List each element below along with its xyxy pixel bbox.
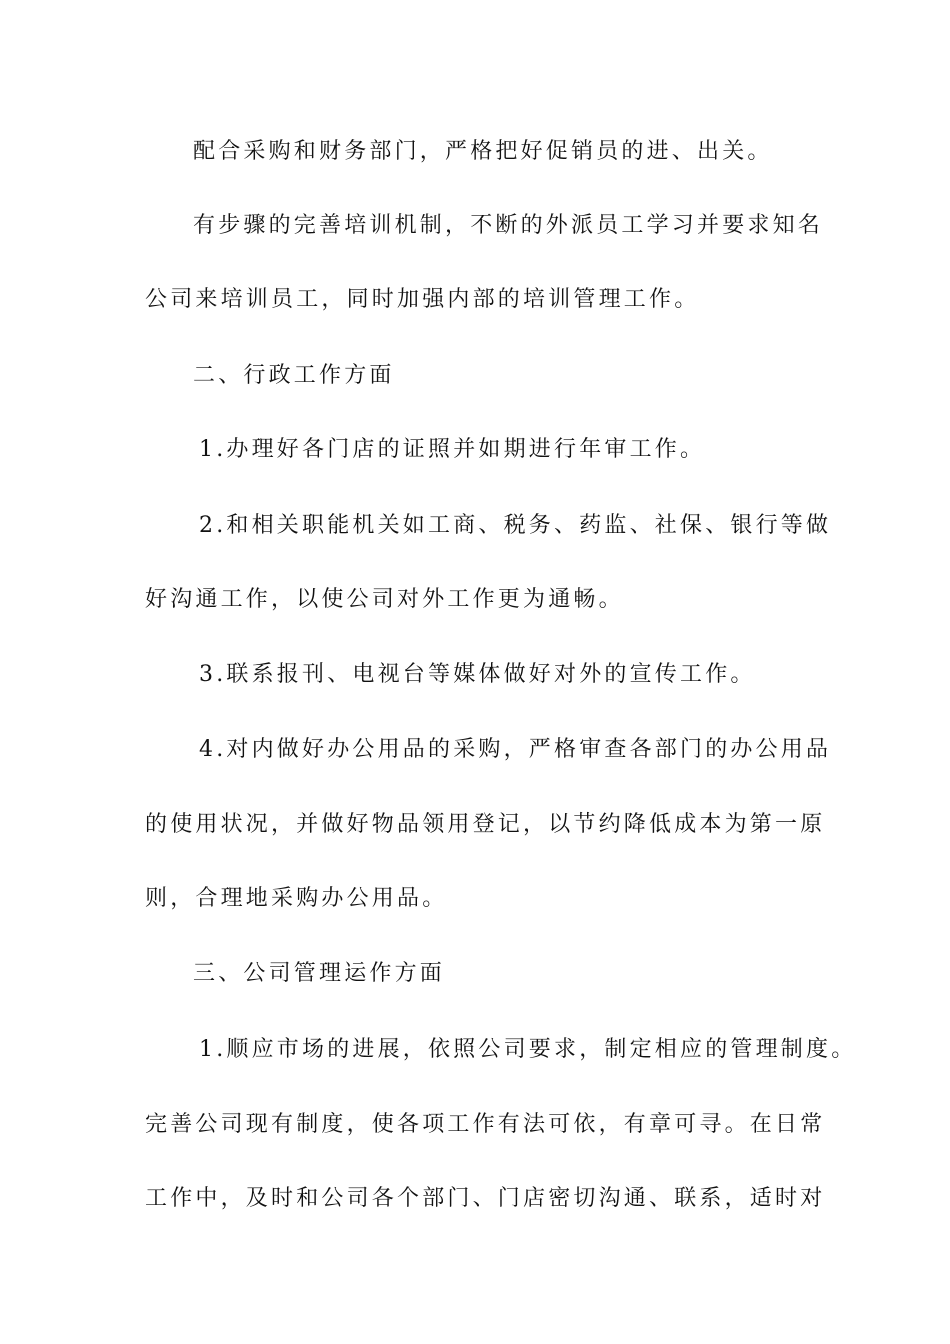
section-heading: 二、行政工作方面 <box>193 363 395 388</box>
list-item: 3.联系报刊、电视台等媒体做好对外的宣传工作。 <box>199 662 756 687</box>
section-heading: 三、公司管理运作方面 <box>193 961 446 986</box>
paragraph-line: 的使用状况，并做好物品领用登记，以节约降低成本为第一原 <box>145 812 826 837</box>
paragraph-line: 好沟通工作，以使公司对外工作更为通畅。 <box>145 587 624 612</box>
list-item: 1.办理好各门店的证照并如期进行年审工作。 <box>199 437 706 462</box>
paragraph-line: 工作中，及时和公司各个部门、门店密切沟通、联系，适时对 <box>145 1186 826 1211</box>
paragraph-line: 则，合理地采购办公用品。 <box>145 886 448 911</box>
paragraph-line: 有步骤的完善培训机制，不断的外派员工学习并要求知名 <box>193 213 824 238</box>
paragraph-line: 完善公司现有制度，使各项工作有法可依，有章可寻。在日常 <box>145 1112 826 1137</box>
paragraph-line: 公司来培训员工，同时加强内部的培训管理工作。 <box>145 287 700 312</box>
list-item: 1.顺应市场的进展，依照公司要求，制定相应的管理制度。 <box>199 1037 857 1062</box>
paragraph-line: 配合采购和财务部门，严格把好促销员的进、出关。 <box>193 139 773 164</box>
list-item: 4.对内做好办公用品的采购，严格审查各部门的办公用品 <box>199 737 832 762</box>
list-item: 2.和相关职能机关如工商、税务、药监、社保、银行等做 <box>199 513 832 538</box>
